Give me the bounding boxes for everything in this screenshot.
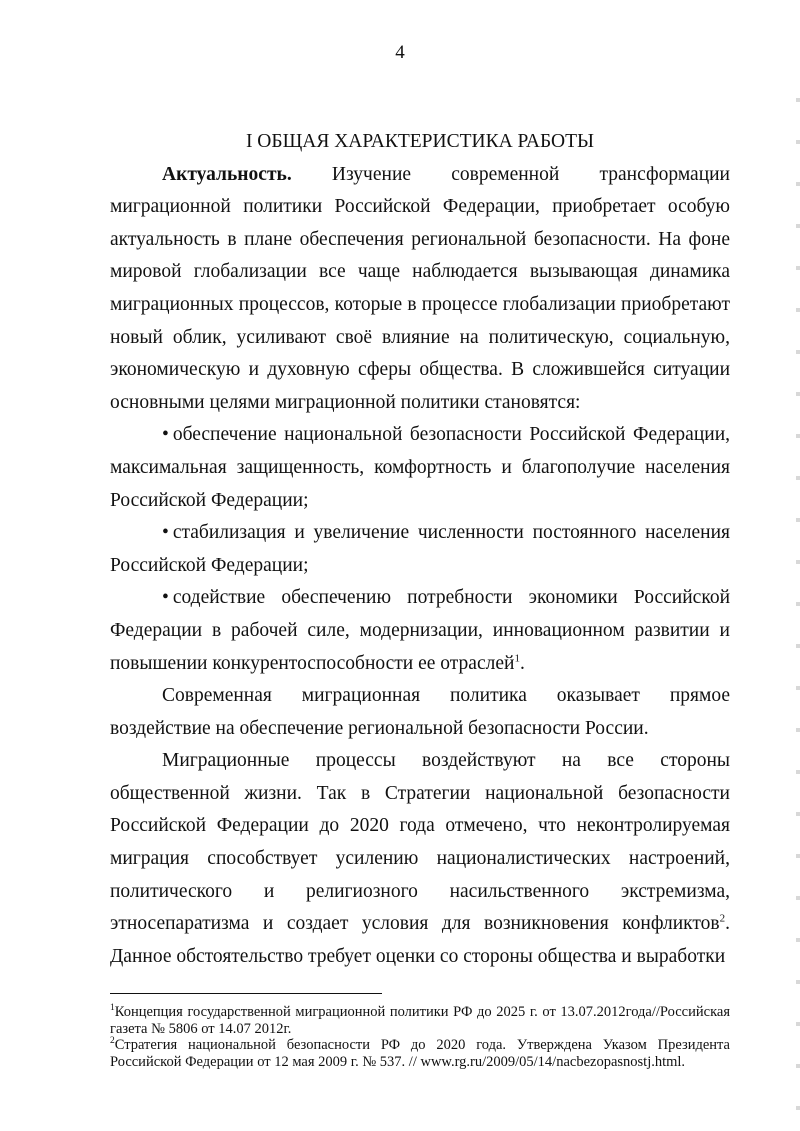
bullet-icon: • (162, 424, 169, 446)
bullet-icon: • (162, 587, 169, 609)
main-text (110, 126, 730, 973)
footnote-mark: 2 (110, 1036, 115, 1047)
bullet-icon: • (162, 522, 169, 544)
paragraph-relevance (110, 159, 730, 420)
footnote-1 (110, 1004, 730, 1037)
bullet-end: . (519, 652, 525, 674)
footnote-divider (110, 993, 382, 994)
paragraph-migration (110, 745, 730, 973)
bullet-item-2 (110, 517, 730, 582)
bullet-text: стабилизация и увеличение численности постоянного населения Российской Федерации; (110, 522, 730, 576)
migration-text: Миграционные процессы воздействуют на все стороны общественной жизни. Так в Стратегии национальной безопасности Российской Федерации до 2020 года отмечено, что неконтролируемая миграция способствует усилению националистических настроений, политического и религиозного насильственного экстремизма, этносепаратизма и создает условия для возникновения конфликтов (110, 750, 730, 935)
page-number: 4 (395, 42, 405, 63)
footnote-mark: 1 (110, 1003, 115, 1014)
bullet-text: обеспечение национальной безопасности Российской Федерации, максимальная защищенность, комфортность и благополучие населения Российской Федерации; (110, 424, 730, 511)
relevance-label: Актуальность. (162, 163, 292, 185)
scan-edge-artifact (796, 60, 800, 1110)
bullet-item-3 (110, 582, 730, 680)
bullet-text: содействие обеспечению потребности экономики Российской Федерации в рабочей силе, модернизации, инновационном развитии и повышении конкурентоспособности ее отраслей (110, 587, 730, 674)
bullet-item-1 (110, 419, 730, 517)
migration-text-end: . Данное обстоятельство требует оценки со стороны общества и выработки (110, 913, 730, 967)
footnote-ref-1[interactable]: 1 (514, 652, 520, 664)
paragraph-policy: Современная миграционная политика оказывает прямое воздействие на обеспечение региональной безопасности России. (110, 685, 730, 739)
relevance-text: Изучение современной трансформации миграционной политики Российской Федерации, приобретает особую актуальность в плане обеспечения региональной безопасности. На фоне мировой глобализации все чаще наблюдается вызывающая динамика миграционных процессов, которые в процессе глобализации приобретают новый облик, усиливают своё влияние на политическую, социальную, экономическую и духовную сферы общества. В сложившейся ситуации основными целями миграционной политики становятся: (110, 163, 730, 413)
footnotes (110, 1004, 730, 1070)
footnote-text: Концепция государственной миграционной политики РФ до 2025 г. от 13.07.2012года//Российская газета № 5806 от 14.07 2012г. (110, 1004, 730, 1037)
footnote-ref-2[interactable]: 2 (719, 912, 726, 925)
footnote-text: Стратегия национальной безопасности РФ до 2020 года. Утверждена Указом Президента Российской Федерации от 12 мая 2009 г. № 537. // www.rg.ru/2009/05/14/nacbezopasnostj.html. (110, 1037, 730, 1070)
section-heading: I ОБЩАЯ ХАРАКТЕРИСТИКА РАБОТЫ (245, 131, 595, 152)
footnote-2 (110, 1037, 730, 1070)
